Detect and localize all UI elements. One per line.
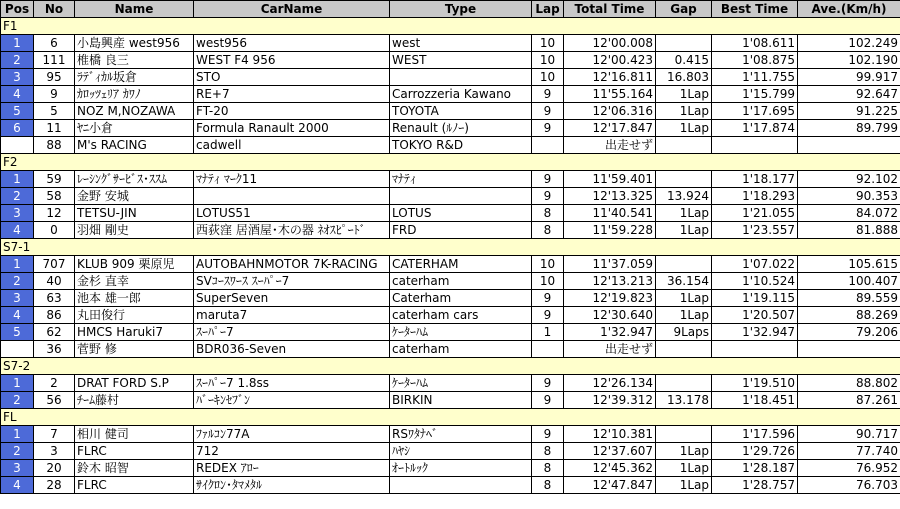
cell-total-time: 12'00.423: [564, 52, 656, 69]
cell-no: 11: [34, 120, 75, 137]
cell-name: 羽畑 剛史: [75, 222, 194, 239]
cell-average: 100.407: [798, 273, 900, 290]
cell-average: 89.559: [798, 290, 900, 307]
header-gap: Gap: [656, 1, 712, 18]
cell-no: 58: [34, 188, 75, 205]
header-pos: Pos: [1, 1, 34, 18]
cell-best-time: [712, 341, 798, 358]
cell-name: ﾔﾆ小倉: [75, 120, 194, 137]
cell-name: 菅野 修: [75, 341, 194, 358]
header-row: [1, 1, 900, 18]
cell-name: ﾁｰﾑ藤村: [75, 392, 194, 409]
cell-no: 36: [34, 341, 75, 358]
cell-type: ｵｰﾄﾙｯｸ: [390, 460, 532, 477]
cell-carname: AUTOBAHNMOTOR 7K-RACING: [194, 256, 390, 273]
cell-no: 6: [34, 35, 75, 52]
cell-carname: LOTUS51: [194, 205, 390, 222]
cell-lap: 10: [532, 52, 564, 69]
header-total-time: Total Time: [564, 1, 656, 18]
table-row: [1, 188, 900, 205]
cell-average: [798, 341, 900, 358]
cell-average: 91.225: [798, 103, 900, 120]
table-row: [1, 460, 900, 477]
cell-best-time: 1'08.875: [712, 52, 798, 69]
cell-total-time: 12'37.607: [564, 443, 656, 460]
cell-gap: [656, 35, 712, 52]
cell-gap: 1Lap: [656, 103, 712, 120]
class-header-row: [1, 358, 900, 375]
cell-name: KLUB 909 栗原児: [75, 256, 194, 273]
cell-lap: 8: [532, 443, 564, 460]
cell-name: 相川 健司: [75, 426, 194, 443]
table-row: [1, 256, 900, 273]
header-lap: Lap: [532, 1, 564, 18]
cell-average: 92.102: [798, 171, 900, 188]
cell-pos: 2: [1, 273, 34, 290]
cell-gap: [656, 375, 712, 392]
cell-type: caterham cars: [390, 307, 532, 324]
table-row: [1, 205, 900, 222]
cell-type: FRD: [390, 222, 532, 239]
cell-carname: WEST F4 956: [194, 52, 390, 69]
cell-lap: 10: [532, 69, 564, 86]
table-row: [1, 86, 900, 103]
cell-pos: [1, 137, 34, 154]
cell-total-time: 12'39.312: [564, 392, 656, 409]
cell-type: [390, 69, 532, 86]
cell-type: BIRKIN: [390, 392, 532, 409]
cell-no: 20: [34, 460, 75, 477]
cell-average: 92.647: [798, 86, 900, 103]
cell-best-time: 1'17.874: [712, 120, 798, 137]
cell-average: [798, 137, 900, 154]
cell-no: 111: [34, 52, 75, 69]
table-row: [1, 273, 900, 290]
cell-average: 102.249: [798, 35, 900, 52]
table-row: [1, 443, 900, 460]
cell-lap: 8: [532, 222, 564, 239]
cell-type: [390, 477, 532, 494]
cell-gap: 13.178: [656, 392, 712, 409]
cell-carname: [194, 188, 390, 205]
cell-type: TOKYO R&D: [390, 137, 532, 154]
cell-average: 102.190: [798, 52, 900, 69]
cell-gap: [656, 256, 712, 273]
cell-pos: 6: [1, 120, 34, 137]
class-name: S7-1: [1, 239, 900, 256]
cell-pos: 2: [1, 392, 34, 409]
cell-best-time: 1'28.757: [712, 477, 798, 494]
table-row: [1, 69, 900, 86]
cell-gap: 1Lap: [656, 290, 712, 307]
cell-carname: maruta7: [194, 307, 390, 324]
cell-lap: 9: [532, 290, 564, 307]
cell-name: 池本 雄一郎: [75, 290, 194, 307]
cell-lap: 9: [532, 86, 564, 103]
cell-pos: 2: [1, 52, 34, 69]
cell-lap: 9: [532, 426, 564, 443]
cell-total-time: 12'10.381: [564, 426, 656, 443]
table-row: [1, 375, 900, 392]
cell-gap: 1Lap: [656, 222, 712, 239]
header-name: Name: [75, 1, 194, 18]
cell-best-time: 1'23.557: [712, 222, 798, 239]
cell-best-time: 1'19.115: [712, 290, 798, 307]
cell-pos: 5: [1, 324, 34, 341]
cell-carname: ﾌｧﾙｺﾝ77A: [194, 426, 390, 443]
table-row: [1, 222, 900, 239]
cell-average: 99.917: [798, 69, 900, 86]
cell-best-time: 1'28.187: [712, 460, 798, 477]
cell-pos: 1: [1, 375, 34, 392]
cell-pos: 4: [1, 307, 34, 324]
table-row: [1, 477, 900, 494]
cell-total-time: 11'59.401: [564, 171, 656, 188]
cell-best-time: 1'21.055: [712, 205, 798, 222]
cell-name: TETSU-JIN: [75, 205, 194, 222]
cell-no: 40: [34, 273, 75, 290]
cell-type: Renault (ﾙﾉｰ): [390, 120, 532, 137]
table-row: [1, 120, 900, 137]
cell-type: ﾊﾔｼ: [390, 443, 532, 460]
cell-name: 椎橋 良三: [75, 52, 194, 69]
results-body: [1, 18, 900, 494]
cell-pos: 5: [1, 103, 34, 120]
class-name: FL: [1, 409, 900, 426]
cell-total-time: 11'37.059: [564, 256, 656, 273]
cell-gap: 1Lap: [656, 120, 712, 137]
cell-best-time: 1'32.947: [712, 324, 798, 341]
class-name: F1: [1, 18, 900, 35]
cell-total-time: 12'47.847: [564, 477, 656, 494]
cell-name: 丸田俊行: [75, 307, 194, 324]
cell-lap: [532, 341, 564, 358]
cell-no: 63: [34, 290, 75, 307]
header-no: No: [34, 1, 75, 18]
cell-type: Carrozzeria Kawano: [390, 86, 532, 103]
cell-best-time: 1'18.451: [712, 392, 798, 409]
cell-name: 小島興産 west956: [75, 35, 194, 52]
cell-total-time: 出走せず: [564, 137, 656, 154]
cell-gap: [656, 171, 712, 188]
cell-type: west: [390, 35, 532, 52]
cell-lap: 9: [532, 171, 564, 188]
cell-lap: 8: [532, 477, 564, 494]
cell-gap: 16.803: [656, 69, 712, 86]
cell-no: 95: [34, 69, 75, 86]
cell-average: 90.353: [798, 188, 900, 205]
cell-carname: ﾊﾞｰｷﾝｾﾌﾞﾝ: [194, 392, 390, 409]
cell-total-time: 12'30.640: [564, 307, 656, 324]
cell-total-time: 12'13.325: [564, 188, 656, 205]
cell-total-time: 11'55.164: [564, 86, 656, 103]
header-carname: CarName: [194, 1, 390, 18]
cell-name: FLRC: [75, 477, 194, 494]
cell-total-time: 12'16.811: [564, 69, 656, 86]
cell-type: caterham: [390, 341, 532, 358]
cell-no: 28: [34, 477, 75, 494]
cell-carname: ｽｰﾊﾟｰ7 1.8ss: [194, 375, 390, 392]
table-row: [1, 137, 900, 154]
cell-average: 81.888: [798, 222, 900, 239]
cell-no: 62: [34, 324, 75, 341]
cell-carname: 712: [194, 443, 390, 460]
cell-best-time: 1'11.755: [712, 69, 798, 86]
class-header-row: [1, 239, 900, 256]
cell-no: 3: [34, 443, 75, 460]
cell-average: 90.717: [798, 426, 900, 443]
cell-type: LOTUS: [390, 205, 532, 222]
cell-carname: FT-20: [194, 103, 390, 120]
class-header-row: [1, 18, 900, 35]
cell-best-time: 1'17.596: [712, 426, 798, 443]
class-name: S7-2: [1, 358, 900, 375]
cell-lap: 9: [532, 307, 564, 324]
cell-name: ﾚｰｼﾝｸﾞｻｰﾋﾞｽ･ｽｽﾑ: [75, 171, 194, 188]
cell-lap: 10: [532, 273, 564, 290]
cell-carname: SuperSeven: [194, 290, 390, 307]
cell-pos: 4: [1, 86, 34, 103]
cell-gap: 1Lap: [656, 443, 712, 460]
cell-pos: 3: [1, 460, 34, 477]
class-header-row: [1, 154, 900, 171]
cell-best-time: 1'15.799: [712, 86, 798, 103]
cell-lap: 8: [532, 460, 564, 477]
cell-name: M's RACING: [75, 137, 194, 154]
cell-type: RSﾜﾀﾅﾍﾞ: [390, 426, 532, 443]
cell-no: 7: [34, 426, 75, 443]
cell-lap: 10: [532, 256, 564, 273]
cell-gap: 36.154: [656, 273, 712, 290]
table-row: [1, 290, 900, 307]
cell-no: 86: [34, 307, 75, 324]
cell-average: 89.799: [798, 120, 900, 137]
cell-gap: 1Lap: [656, 205, 712, 222]
cell-lap: [532, 137, 564, 154]
cell-best-time: 1'29.726: [712, 443, 798, 460]
cell-type: WEST: [390, 52, 532, 69]
cell-average: 84.072: [798, 205, 900, 222]
cell-type: CATERHAM: [390, 256, 532, 273]
cell-average: 76.703: [798, 477, 900, 494]
cell-pos: 4: [1, 222, 34, 239]
cell-gap: 13.924: [656, 188, 712, 205]
table-row: [1, 426, 900, 443]
cell-total-time: 出走せず: [564, 341, 656, 358]
cell-total-time: 1'32.947: [564, 324, 656, 341]
table-row: [1, 35, 900, 52]
cell-lap: 8: [532, 205, 564, 222]
cell-no: 2: [34, 375, 75, 392]
cell-name: FLRC: [75, 443, 194, 460]
cell-pos: 2: [1, 443, 34, 460]
cell-best-time: [712, 137, 798, 154]
cell-type: ｹｰﾀｰﾊﾑ: [390, 324, 532, 341]
cell-carname: west956: [194, 35, 390, 52]
cell-total-time: 12'26.134: [564, 375, 656, 392]
cell-best-time: 1'18.177: [712, 171, 798, 188]
cell-best-time: 1'08.611: [712, 35, 798, 52]
cell-carname: SVｺｰｽﾜｰｽ ｽｰﾊﾟｰ7: [194, 273, 390, 290]
table-row: [1, 341, 900, 358]
cell-lap: 10: [532, 35, 564, 52]
cell-lap: 9: [532, 120, 564, 137]
cell-name: NOZ M,NOZAWA: [75, 103, 194, 120]
cell-pos: 3: [1, 290, 34, 307]
table-row: [1, 307, 900, 324]
cell-carname: STO: [194, 69, 390, 86]
cell-name: DRAT FORD S.P: [75, 375, 194, 392]
cell-pos: 3: [1, 69, 34, 86]
cell-carname: 西荻窪 居酒屋･木の器 ﾈｵｽﾋﾟｰﾄﾞ: [194, 222, 390, 239]
cell-carname: Formula Ranault 2000: [194, 120, 390, 137]
cell-type: TOYOTA: [390, 103, 532, 120]
cell-average: 105.615: [798, 256, 900, 273]
cell-no: 12: [34, 205, 75, 222]
cell-total-time: 12'06.316: [564, 103, 656, 120]
cell-no: 59: [34, 171, 75, 188]
class-name: F2: [1, 154, 900, 171]
cell-gap: 0.415: [656, 52, 712, 69]
table-row: [1, 103, 900, 120]
header-type: Type: [390, 1, 532, 18]
cell-no: 0: [34, 222, 75, 239]
cell-gap: 1Lap: [656, 460, 712, 477]
cell-type: ｹｰﾀｰﾊﾑ: [390, 375, 532, 392]
cell-gap: 1Lap: [656, 477, 712, 494]
cell-type: caterham: [390, 273, 532, 290]
cell-best-time: 1'18.293: [712, 188, 798, 205]
cell-name: HMCS Haruki7: [75, 324, 194, 341]
cell-no: 5: [34, 103, 75, 120]
cell-type: ﾏﾅﾃｨ: [390, 171, 532, 188]
cell-lap: 9: [532, 103, 564, 120]
class-header-row: [1, 409, 900, 426]
cell-lap: 9: [532, 188, 564, 205]
cell-average: 87.261: [798, 392, 900, 409]
cell-average: 88.269: [798, 307, 900, 324]
table-row: [1, 392, 900, 409]
table-row: [1, 324, 900, 341]
cell-no: 88: [34, 137, 75, 154]
cell-total-time: 12'00.008: [564, 35, 656, 52]
table-row: [1, 52, 900, 69]
cell-lap: 9: [532, 375, 564, 392]
cell-average: 77.740: [798, 443, 900, 460]
cell-total-time: 12'45.362: [564, 460, 656, 477]
cell-best-time: 1'07.022: [712, 256, 798, 273]
cell-name: ﾗﾃﾞｨｶﾙ坂倉: [75, 69, 194, 86]
cell-no: 707: [34, 256, 75, 273]
cell-pos: 1: [1, 256, 34, 273]
cell-gap: 1Lap: [656, 86, 712, 103]
cell-lap: 1: [532, 324, 564, 341]
cell-best-time: 1'20.507: [712, 307, 798, 324]
cell-name: 金杉 直幸: [75, 273, 194, 290]
cell-carname: BDR036-Seven: [194, 341, 390, 358]
cell-gap: 9Laps: [656, 324, 712, 341]
cell-gap: [656, 426, 712, 443]
cell-lap: 9: [532, 392, 564, 409]
header-average: Ave.(Km/h): [798, 1, 900, 18]
table-row: [1, 171, 900, 188]
cell-carname: ﾏﾅﾃｨ ﾏｰｸ11: [194, 171, 390, 188]
cell-average: 79.206: [798, 324, 900, 341]
cell-pos: 4: [1, 477, 34, 494]
cell-type: Caterham: [390, 290, 532, 307]
cell-average: 76.952: [798, 460, 900, 477]
cell-pos: 3: [1, 205, 34, 222]
cell-pos: 1: [1, 426, 34, 443]
cell-best-time: 1'19.510: [712, 375, 798, 392]
cell-name: 鈴木 昭智: [75, 460, 194, 477]
cell-carname: RE+7: [194, 86, 390, 103]
cell-total-time: 12'17.847: [564, 120, 656, 137]
cell-best-time: 1'17.695: [712, 103, 798, 120]
cell-gap: [656, 137, 712, 154]
cell-carname: ｽｰﾊﾟｰ7: [194, 324, 390, 341]
cell-total-time: 12'19.823: [564, 290, 656, 307]
cell-total-time: 11'59.228: [564, 222, 656, 239]
cell-total-time: 11'40.541: [564, 205, 656, 222]
cell-carname: ｻｲｸﾛﾝ･ﾀﾏﾒﾀﾙ: [194, 477, 390, 494]
cell-average: 88.802: [798, 375, 900, 392]
cell-pos: [1, 341, 34, 358]
cell-pos: 1: [1, 171, 34, 188]
cell-name: ｶﾛｯﾂｪﾘｱ ｶﾜﾉ: [75, 86, 194, 103]
cell-carname: REDEX ｱﾛｰ: [194, 460, 390, 477]
cell-pos: 2: [1, 188, 34, 205]
cell-type: [390, 188, 532, 205]
header-best-time: Best Time: [712, 1, 798, 18]
cell-total-time: 12'13.213: [564, 273, 656, 290]
cell-pos: 1: [1, 35, 34, 52]
cell-no: 9: [34, 86, 75, 103]
cell-carname: cadwell: [194, 137, 390, 154]
cell-name: 金野 安城: [75, 188, 194, 205]
cell-gap: 1Lap: [656, 307, 712, 324]
cell-best-time: 1'10.524: [712, 273, 798, 290]
cell-no: 56: [34, 392, 75, 409]
cell-gap: [656, 341, 712, 358]
